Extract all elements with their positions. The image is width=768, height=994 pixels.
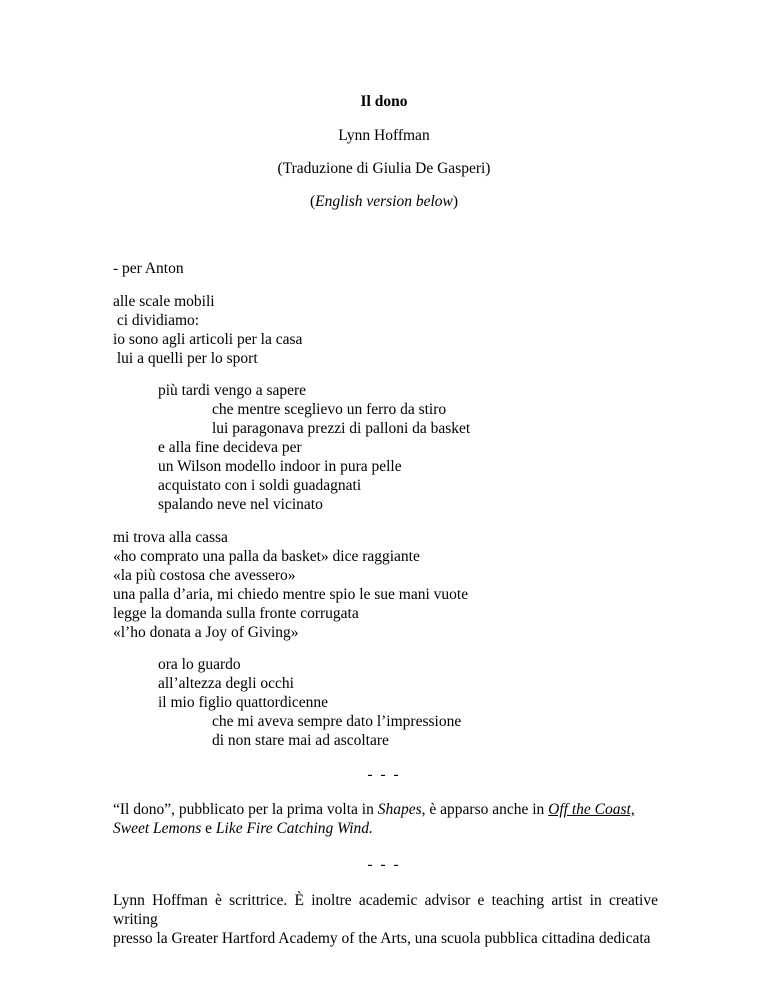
- publication-title-like-fire: Like Fire Catching Wind.: [215, 820, 373, 837]
- section-separator: - - -: [367, 766, 401, 783]
- poem-line: «l’ho donata a Joy of Giving»: [113, 624, 299, 641]
- poem-line: io sono agli articoli per la casa: [113, 331, 303, 348]
- translation-credit: (Traduzione di Giulia De Gasperi): [277, 160, 491, 177]
- poem-line: una palla d’aria, mi chiedo mentre spio le sue mani vuote: [113, 586, 469, 603]
- poem-line: più tardi vengo a sapere: [158, 382, 307, 399]
- poem-line: e alla fine decideva per: [158, 439, 302, 456]
- english-note-suffix: ): [452, 193, 459, 210]
- publication-text: “Il dono”, pubblicato per la prima volta in: [113, 801, 378, 818]
- publication-title-shapes: Shapes: [377, 801, 422, 818]
- poem-line: che mi aveva sempre dato l’impressione: [212, 713, 462, 730]
- poem-line: il mio figlio quattordicenne: [158, 694, 329, 711]
- poem-line: «ho comprato una palla da basket» dice raggiante: [113, 548, 420, 565]
- poem-line: all’altezza degli occhi: [158, 675, 294, 692]
- poem-line: spalando neve nel vicinato: [158, 496, 323, 513]
- poem-title: Il dono: [360, 93, 408, 110]
- poem-line: «la più costosa che avessero»: [113, 567, 296, 584]
- english-note-prefix: (: [309, 193, 316, 210]
- author-name: Lynn Hoffman: [338, 127, 430, 144]
- poem-line: ora lo guardo: [158, 656, 241, 673]
- english-note-italic: English version below: [315, 193, 453, 210]
- poem-line: acquistato con i soldi guadagnati: [158, 477, 362, 494]
- poem-line: mi trova alla cassa: [113, 529, 228, 546]
- publication-title-off-the-coast: Off the Coast,: [548, 801, 635, 818]
- dedication: - per Anton: [113, 260, 184, 277]
- publication-title-sweet-lemons: Sweet Lemons: [113, 820, 202, 837]
- section-separator-2: - - -: [367, 856, 401, 873]
- poem-line: lui paragonava prezzi di palloni da basket: [212, 420, 471, 437]
- poem-line: alle scale mobili: [113, 293, 215, 310]
- poem-line: ci dividiamo:: [113, 312, 200, 329]
- poem-line: un Wilson modello indoor in pura pelle: [158, 458, 402, 475]
- poem-line: lui a quelli per lo sport: [113, 350, 258, 367]
- author-bio: [113, 891, 658, 948]
- english-version-note: [0, 193, 768, 211]
- bio-line: Lynn Hoffman è scrittrice. È inoltre academic advisor e teaching artist in creative writing: [113, 892, 658, 928]
- poem-line: legge la domanda sulla fronte corrugata: [113, 605, 359, 622]
- publication-text: e: [201, 820, 216, 837]
- publication-note: [113, 800, 658, 838]
- publication-text: , è apparso anche in: [421, 801, 549, 818]
- poem-line: che mentre sceglievo un ferro da stiro: [212, 401, 447, 418]
- poem-line: di non stare mai ad ascoltare: [212, 732, 389, 749]
- bio-line: presso la Greater Hartford Academy of the Arts, una scuola pubblica cittadina dedicata: [113, 930, 651, 947]
